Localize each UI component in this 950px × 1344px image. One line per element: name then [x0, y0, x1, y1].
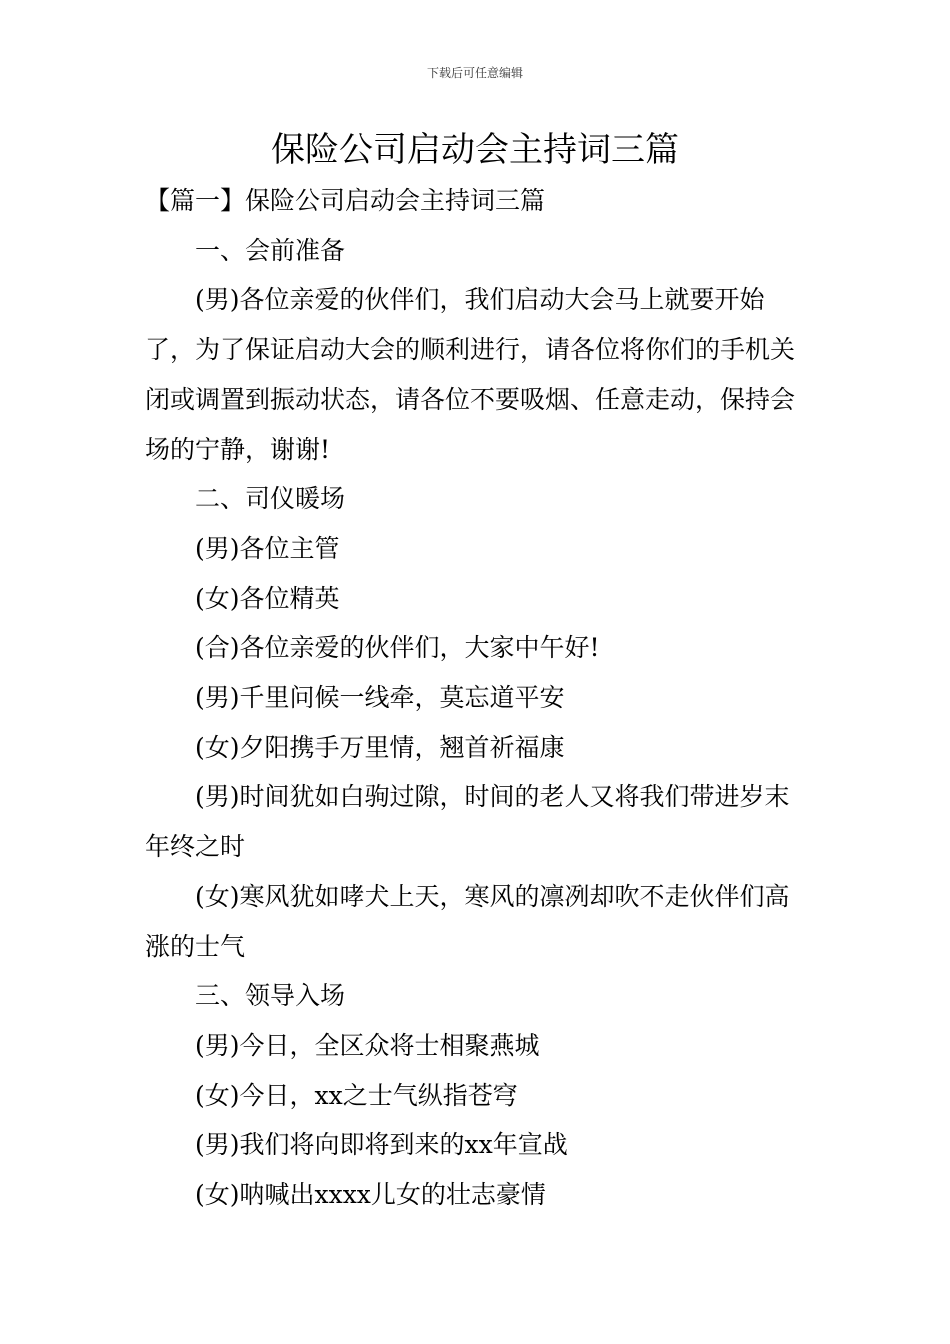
- paragraph: (男)各位亲爱的伙伴们，我们启动大会马上就要开始了，为了保证启动大会的顺利进行，请各位将你们的手机关闭或调置到振动状态，请各位不要吸烟、任意走动，保持会场的宁静，谢谢!: [145, 285, 796, 464]
- section-heading-prep: 一、会前准备: [195, 235, 346, 265]
- paragraph: (女)呐喊出xxxx儿女的壮志豪情: [195, 1180, 546, 1210]
- paragraph: (男)时间犹如白驹过隙，时间的老人又将我们带进岁末年终之时: [145, 782, 790, 862]
- section-heading: 【篇一】保险公司启动会主持词三篇: [145, 186, 546, 215]
- document-title: 保险公司启动会主持词三篇: [271, 130, 679, 170]
- paragraph: (合)各位亲爱的伙伴们，大家中午好!: [195, 633, 600, 663]
- paragraph: (男)千里问候一线牵，莫忘道平安: [195, 683, 565, 713]
- paragraph: (女)夕阳携手万里情，翘首祈福康: [195, 732, 565, 762]
- header-note: 下载后可任意编辑: [426, 66, 523, 80]
- paragraph: (女)寒风犹如哮犬上天，寒风的凛冽却吹不走伙伴们高涨的士气: [145, 881, 790, 961]
- document-body: [145, 176, 807, 1220]
- paragraph: (女)各位精英: [195, 583, 340, 613]
- section-heading-leaders: 三、领导入场: [195, 981, 346, 1011]
- paragraph: (男)各位主管: [195, 533, 340, 563]
- paragraph: (女)今日，xx之士气纵指苍穹: [195, 1080, 518, 1110]
- paragraph: (男)今日，全区众将士相聚燕城: [195, 1030, 540, 1060]
- paragraph: (男)我们将向即将到来的xx年宣战: [195, 1130, 568, 1160]
- section-heading-warmup: 二、司仪暖场: [195, 484, 346, 514]
